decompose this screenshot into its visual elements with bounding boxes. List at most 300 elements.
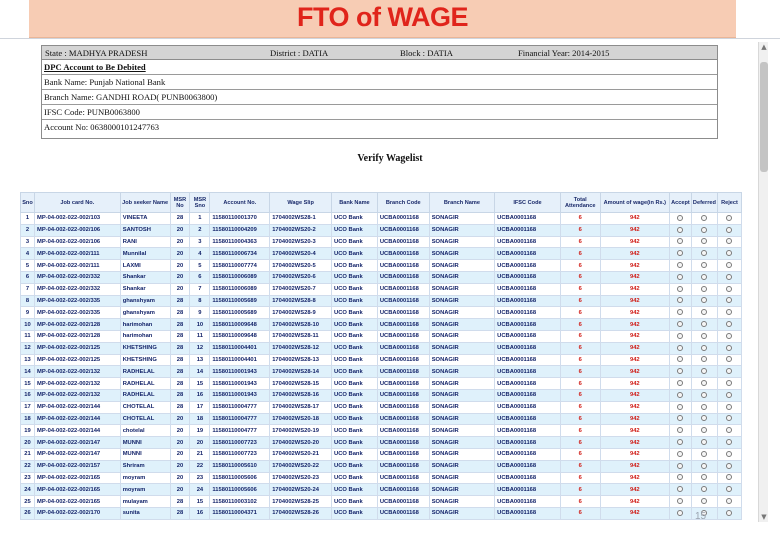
cell-amt: 942 — [600, 260, 669, 272]
cell-name: harimohan — [120, 330, 170, 342]
cell-name: RANI — [120, 236, 170, 248]
cell-deferred — [691, 260, 717, 272]
cell-bname: SONAGIR — [429, 236, 494, 248]
cell-sno: 12 — [21, 342, 35, 354]
cell-accept — [669, 260, 691, 272]
cell-acc: 11580110009648 — [210, 319, 270, 331]
cell-acc: 11580110004209 — [210, 224, 270, 236]
accept-radio[interactable] — [677, 427, 683, 433]
cell-job: MP-04-002-022-002/147 — [34, 448, 120, 460]
table-row — [21, 389, 742, 401]
accept-radio[interactable] — [677, 345, 683, 351]
deferred-radio[interactable] — [701, 439, 707, 445]
cell-ifsc: UCBA0001168 — [495, 224, 561, 236]
deferred-radio[interactable] — [701, 333, 707, 339]
cell-msrsno: 5 — [190, 260, 210, 272]
cell-job: MP-04-002-022-002/332 — [34, 283, 120, 295]
deferred-radio[interactable] — [701, 451, 707, 457]
cell-job: MP-04-002-022-002/111 — [34, 260, 120, 272]
accept-radio[interactable] — [677, 474, 683, 480]
cell-amt: 942 — [600, 354, 669, 366]
accept-radio[interactable] — [677, 498, 683, 504]
column-header: Account No. — [210, 193, 270, 213]
column-header: MSR Sno — [190, 193, 210, 213]
column-header: Reject — [717, 193, 741, 213]
cell-job: MP-04-002-022-002/106 — [34, 236, 120, 248]
accept-radio[interactable] — [677, 415, 683, 421]
accept-radio[interactable] — [677, 404, 683, 410]
cell-att: 6 — [560, 283, 600, 295]
cell-msrsno: 17 — [190, 401, 210, 413]
column-header: Sno — [21, 193, 35, 213]
cell-amt: 942 — [600, 330, 669, 342]
cell-slip: 1704002WS28-11 — [270, 330, 332, 342]
cell-ifsc: UCBA0001168 — [495, 260, 561, 272]
cell-deferred — [691, 448, 717, 460]
deferred-radio[interactable] — [701, 215, 707, 221]
cell-job: MP-04-002-022-002/106 — [34, 224, 120, 236]
deferred-radio[interactable] — [701, 286, 707, 292]
deferred-radio[interactable] — [701, 368, 707, 374]
cell-msrsno: 9 — [190, 307, 210, 319]
cell-name: LAXMI — [120, 260, 170, 272]
table-row — [21, 319, 742, 331]
accept-radio[interactable] — [677, 486, 683, 492]
cell-bank: UCO Bank — [332, 224, 378, 236]
deferred-radio[interactable] — [701, 463, 707, 469]
cell-reject — [717, 248, 741, 260]
cell-sno: 8 — [21, 295, 35, 307]
reject-radio[interactable] — [726, 215, 732, 221]
cell-ifsc: UCBA0001168 — [495, 307, 561, 319]
cell-amt: 942 — [600, 437, 669, 449]
cell-att: 6 — [560, 496, 600, 508]
cell-reject — [717, 378, 741, 390]
cell-msr: 28 — [170, 507, 190, 519]
cell-amt: 942 — [600, 319, 669, 331]
cell-ifsc: UCBA0001168 — [495, 319, 561, 331]
reject-radio[interactable] — [726, 415, 732, 421]
cell-bcode: UCBA0001168 — [377, 425, 429, 437]
cell-ifsc: UCBA0001168 — [495, 366, 561, 378]
reject-radio[interactable] — [726, 392, 732, 398]
cell-att: 6 — [560, 224, 600, 236]
accept-radio[interactable] — [677, 309, 683, 315]
cell-acc: 11580110005610 — [210, 460, 270, 472]
cell-name: CHOTELAL — [120, 401, 170, 413]
cell-bank: UCO Bank — [332, 389, 378, 401]
accept-radio[interactable] — [677, 392, 683, 398]
cell-accept — [669, 283, 691, 295]
cell-sno: 18 — [21, 413, 35, 425]
cell-reject — [717, 484, 741, 496]
cell-deferred — [691, 319, 717, 331]
cell-reject — [717, 437, 741, 449]
cell-bname: SONAGIR — [429, 271, 494, 283]
vertical-scrollbar[interactable] — [758, 42, 768, 522]
reject-radio[interactable] — [726, 498, 732, 504]
cell-name: MUNNI — [120, 448, 170, 460]
cell-msrsno: 18 — [190, 413, 210, 425]
cell-acc: 11580110001943 — [210, 366, 270, 378]
table-row — [21, 507, 742, 519]
deferred-radio[interactable] — [701, 356, 707, 362]
cell-sno: 26 — [21, 507, 35, 519]
accept-radio[interactable] — [677, 215, 683, 221]
cell-reject — [717, 401, 741, 413]
reject-radio[interactable] — [726, 474, 732, 480]
cell-ifsc: UCBA0001168 — [495, 354, 561, 366]
cell-att: 6 — [560, 342, 600, 354]
accept-radio[interactable] — [677, 274, 683, 280]
cell-sno: 17 — [21, 401, 35, 413]
cell-acc: 11580110005689 — [210, 307, 270, 319]
reject-radio[interactable] — [726, 510, 732, 516]
accept-radio[interactable] — [677, 439, 683, 445]
cell-deferred — [691, 271, 717, 283]
cell-reject — [717, 472, 741, 484]
cell-reject — [717, 413, 741, 425]
cell-amt: 942 — [600, 248, 669, 260]
accept-radio[interactable] — [677, 250, 683, 256]
cell-att: 6 — [560, 389, 600, 401]
cell-msrsno: 11 — [190, 330, 210, 342]
cell-bank: UCO Bank — [332, 484, 378, 496]
cell-amt: 942 — [600, 283, 669, 295]
cell-ifsc: UCBA0001168 — [495, 437, 561, 449]
cell-job: MP-04-002-022-002/147 — [34, 437, 120, 449]
reject-radio[interactable] — [726, 321, 732, 327]
cell-msr: 20 — [170, 425, 190, 437]
cell-msr: 28 — [170, 496, 190, 508]
cell-name: RADHELAL — [120, 366, 170, 378]
cell-deferred — [691, 460, 717, 472]
cell-ifsc: UCBA0001168 — [495, 236, 561, 248]
cell-reject — [717, 224, 741, 236]
deferred-radio[interactable] — [701, 474, 707, 480]
reject-radio[interactable] — [726, 238, 732, 244]
cell-bname: SONAGIR — [429, 342, 494, 354]
reject-radio[interactable] — [726, 463, 732, 469]
table-row — [21, 425, 742, 437]
cell-acc: 11580110006734 — [210, 248, 270, 260]
cell-deferred — [691, 472, 717, 484]
accept-radio[interactable] — [677, 227, 683, 233]
cell-job: MP-04-002-022-002/335 — [34, 307, 120, 319]
cell-msrsno: 8 — [190, 295, 210, 307]
cell-acc: 11580110004401 — [210, 354, 270, 366]
cell-att: 6 — [560, 437, 600, 449]
cell-reject — [717, 319, 741, 331]
accept-radio[interactable] — [677, 356, 683, 362]
cell-acc: 11580110005606 — [210, 472, 270, 484]
cell-name: KHETSHING — [120, 342, 170, 354]
reject-radio[interactable] — [726, 227, 732, 233]
cell-accept — [669, 342, 691, 354]
cell-name: sunita — [120, 507, 170, 519]
deferred-radio[interactable] — [701, 486, 707, 492]
deferred-radio[interactable] — [701, 297, 707, 303]
cell-amt: 942 — [600, 484, 669, 496]
accept-radio[interactable] — [677, 333, 683, 339]
cell-job: MP-04-002-022-002/170 — [34, 507, 120, 519]
reject-radio[interactable] — [726, 333, 732, 339]
cell-msrsno: 15 — [190, 378, 210, 390]
deferred-radio[interactable] — [701, 321, 707, 327]
cell-msr: 28 — [170, 295, 190, 307]
cell-reject — [717, 330, 741, 342]
accept-radio[interactable] — [677, 262, 683, 268]
cell-bank: UCO Bank — [332, 378, 378, 390]
cell-slip: 1704002WS20-3 — [270, 236, 332, 248]
cell-msrsno: 21 — [190, 448, 210, 460]
cell-bcode: UCBA0001168 — [377, 413, 429, 425]
column-header: Accept — [669, 193, 691, 213]
cell-slip: 1704002WS20-20 — [270, 437, 332, 449]
cell-name: Shankar — [120, 283, 170, 295]
cell-bcode: UCBA0001168 — [377, 307, 429, 319]
table-row — [21, 260, 742, 272]
table-row — [21, 472, 742, 484]
cell-bname: SONAGIR — [429, 401, 494, 413]
cell-accept — [669, 307, 691, 319]
cell-bname: SONAGIR — [429, 425, 494, 437]
reject-radio[interactable] — [726, 297, 732, 303]
cell-sno: 23 — [21, 472, 35, 484]
cell-bname: SONAGIR — [429, 248, 494, 260]
cell-bcode: UCBA0001168 — [377, 295, 429, 307]
cell-sno: 24 — [21, 484, 35, 496]
cell-ifsc: UCBA0001168 — [495, 484, 561, 496]
cell-name: KHETSHING — [120, 354, 170, 366]
deferred-radio[interactable] — [701, 345, 707, 351]
scroll-up-icon[interactable]: ▲ — [761, 43, 767, 51]
cell-ifsc: UCBA0001168 — [495, 401, 561, 413]
cell-acc: 11580110005689 — [210, 295, 270, 307]
cell-bname: SONAGIR — [429, 224, 494, 236]
cell-acc: 11580110004371 — [210, 507, 270, 519]
table-row — [21, 448, 742, 460]
cell-reject — [717, 448, 741, 460]
table-row — [21, 330, 742, 342]
cell-bname: SONAGIR — [429, 330, 494, 342]
table-row — [21, 283, 742, 295]
cell-ifsc: UCBA0001168 — [495, 448, 561, 460]
cell-msrsno: 24 — [190, 484, 210, 496]
accept-radio[interactable] — [677, 451, 683, 457]
table-row — [21, 342, 742, 354]
cell-deferred — [691, 224, 717, 236]
cell-slip: 1704002WS28-17 — [270, 401, 332, 413]
cell-msr: 20 — [170, 413, 190, 425]
cell-reject — [717, 236, 741, 248]
cell-sno: 19 — [21, 425, 35, 437]
cell-bname: SONAGIR — [429, 213, 494, 225]
wagelist-table — [20, 192, 742, 520]
reject-radio[interactable] — [726, 274, 732, 280]
reject-radio[interactable] — [726, 439, 732, 445]
accept-radio[interactable] — [677, 380, 683, 386]
cell-sno: 2 — [21, 224, 35, 236]
cell-acc: 11580110006089 — [210, 271, 270, 283]
cell-deferred — [691, 342, 717, 354]
cell-bank: UCO Bank — [332, 307, 378, 319]
cell-bank: UCO Bank — [332, 366, 378, 378]
cell-ifsc: UCBA0001168 — [495, 342, 561, 354]
table-row — [21, 295, 742, 307]
cell-amt: 942 — [600, 413, 669, 425]
cell-deferred — [691, 366, 717, 378]
deferred-radio[interactable] — [701, 415, 707, 421]
cell-bcode: UCBA0001168 — [377, 330, 429, 342]
scroll-down-icon[interactable]: ▼ — [761, 513, 767, 521]
cell-job: MP-04-002-022-002/103 — [34, 213, 120, 225]
cell-bcode: UCBA0001168 — [377, 389, 429, 401]
cell-accept — [669, 378, 691, 390]
cell-msrsno: 10 — [190, 319, 210, 331]
cell-amt: 942 — [600, 507, 669, 519]
accept-radio[interactable] — [677, 368, 683, 374]
deferred-radio[interactable] — [701, 227, 707, 233]
cell-bank: UCO Bank — [332, 248, 378, 260]
cell-msr: 28 — [170, 330, 190, 342]
cell-msr: 28 — [170, 307, 190, 319]
cell-deferred — [691, 283, 717, 295]
reject-radio[interactable] — [726, 380, 732, 386]
deferred-radio[interactable] — [701, 392, 707, 398]
cell-deferred — [691, 354, 717, 366]
cell-bname: SONAGIR — [429, 307, 494, 319]
table-row — [21, 213, 742, 225]
wagelist-title: Verify Wagelist — [357, 153, 423, 164]
cell-accept — [669, 507, 691, 519]
cell-bcode: UCBA0001168 — [377, 224, 429, 236]
cell-bank: UCO Bank — [332, 236, 378, 248]
cell-deferred — [691, 330, 717, 342]
deferred-radio[interactable] — [701, 238, 707, 244]
cell-att: 6 — [560, 354, 600, 366]
cell-ifsc: UCBA0001168 — [495, 283, 561, 295]
table-row — [21, 366, 742, 378]
deferred-radio[interactable] — [701, 274, 707, 280]
accept-radio[interactable] — [677, 510, 683, 516]
cell-acc: 11580110004777 — [210, 425, 270, 437]
cell-msrsno: 14 — [190, 366, 210, 378]
deferred-radio[interactable] — [701, 404, 707, 410]
cell-msrsno: 3 — [190, 236, 210, 248]
reject-radio[interactable] — [726, 404, 732, 410]
cell-msrsno: 23 — [190, 472, 210, 484]
table-row — [21, 401, 742, 413]
reject-radio[interactable] — [726, 427, 732, 433]
cell-att: 6 — [560, 448, 600, 460]
reject-radio[interactable] — [726, 486, 732, 492]
location-header — [42, 46, 717, 60]
cell-msr: 20 — [170, 460, 190, 472]
deferred-radio[interactable] — [701, 250, 707, 256]
deferred-radio[interactable] — [701, 309, 707, 315]
cell-job: MP-04-002-022-002/132 — [34, 378, 120, 390]
cell-msrsno: 12 — [190, 342, 210, 354]
cell-bcode: UCBA0001168 — [377, 354, 429, 366]
accept-radio[interactable] — [677, 297, 683, 303]
cell-msr: 20 — [170, 283, 190, 295]
cell-reject — [717, 460, 741, 472]
cell-bank: UCO Bank — [332, 507, 378, 519]
cell-amt: 942 — [600, 425, 669, 437]
cell-msr: 28 — [170, 401, 190, 413]
cell-msr: 20 — [170, 260, 190, 272]
cell-name: SANTOSH — [120, 224, 170, 236]
cell-accept — [669, 425, 691, 437]
cell-bcode: UCBA0001168 — [377, 366, 429, 378]
cell-msr: 20 — [170, 224, 190, 236]
cell-slip: 1704002WS28-16 — [270, 389, 332, 401]
table-row — [21, 236, 742, 248]
reject-radio[interactable] — [726, 451, 732, 457]
cell-acc: 11580110004777 — [210, 401, 270, 413]
reject-radio[interactable] — [726, 286, 732, 292]
reject-radio[interactable] — [726, 368, 732, 374]
column-header: MSR No — [170, 193, 190, 213]
cell-acc: 11580110004363 — [210, 236, 270, 248]
reject-radio[interactable] — [726, 345, 732, 351]
cell-sno: 11 — [21, 330, 35, 342]
cell-name: Shriram — [120, 460, 170, 472]
cell-acc: 11580110006089 — [210, 283, 270, 295]
cell-bank: UCO Bank — [332, 460, 378, 472]
deferred-radio[interactable] — [701, 262, 707, 268]
cell-acc: 11580110005606 — [210, 484, 270, 496]
table-row — [21, 354, 742, 366]
cell-sno: 9 — [21, 307, 35, 319]
cell-deferred — [691, 484, 717, 496]
accept-radio[interactable] — [677, 238, 683, 244]
accept-radio[interactable] — [677, 463, 683, 469]
deferred-radio[interactable] — [701, 427, 707, 433]
column-header: Bank Name — [332, 193, 378, 213]
reject-radio[interactable] — [726, 262, 732, 268]
accept-radio[interactable] — [677, 321, 683, 327]
cell-job: MP-04-002-022-002/132 — [34, 389, 120, 401]
cell-deferred — [691, 425, 717, 437]
accept-radio[interactable] — [677, 286, 683, 292]
cell-slip: 1704002WS20-5 — [270, 260, 332, 272]
cell-bcode: UCBA0001168 — [377, 236, 429, 248]
financial-year-label: Financial Year: 2014-2015 — [518, 48, 610, 58]
cell-slip: 1704002WS28-12 — [270, 342, 332, 354]
cell-msr: 28 — [170, 319, 190, 331]
deferred-radio[interactable] — [701, 498, 707, 504]
deferred-radio[interactable] — [701, 380, 707, 386]
column-header: Wage Slip — [270, 193, 332, 213]
cell-name: RADHELAL — [120, 378, 170, 390]
cell-name: Munnilal — [120, 248, 170, 260]
cell-reject — [717, 283, 741, 295]
cell-bcode: UCBA0001168 — [377, 484, 429, 496]
cell-att: 6 — [560, 330, 600, 342]
cell-amt: 942 — [600, 472, 669, 484]
bank-name: Bank Name: Punjab National Bank — [42, 75, 717, 90]
reject-radio[interactable] — [726, 250, 732, 256]
cell-bank: UCO Bank — [332, 342, 378, 354]
cell-bname: SONAGIR — [429, 413, 494, 425]
reject-radio[interactable] — [726, 356, 732, 362]
cell-att: 6 — [560, 295, 600, 307]
cell-deferred — [691, 236, 717, 248]
reject-radio[interactable] — [726, 309, 732, 315]
cell-accept — [669, 472, 691, 484]
